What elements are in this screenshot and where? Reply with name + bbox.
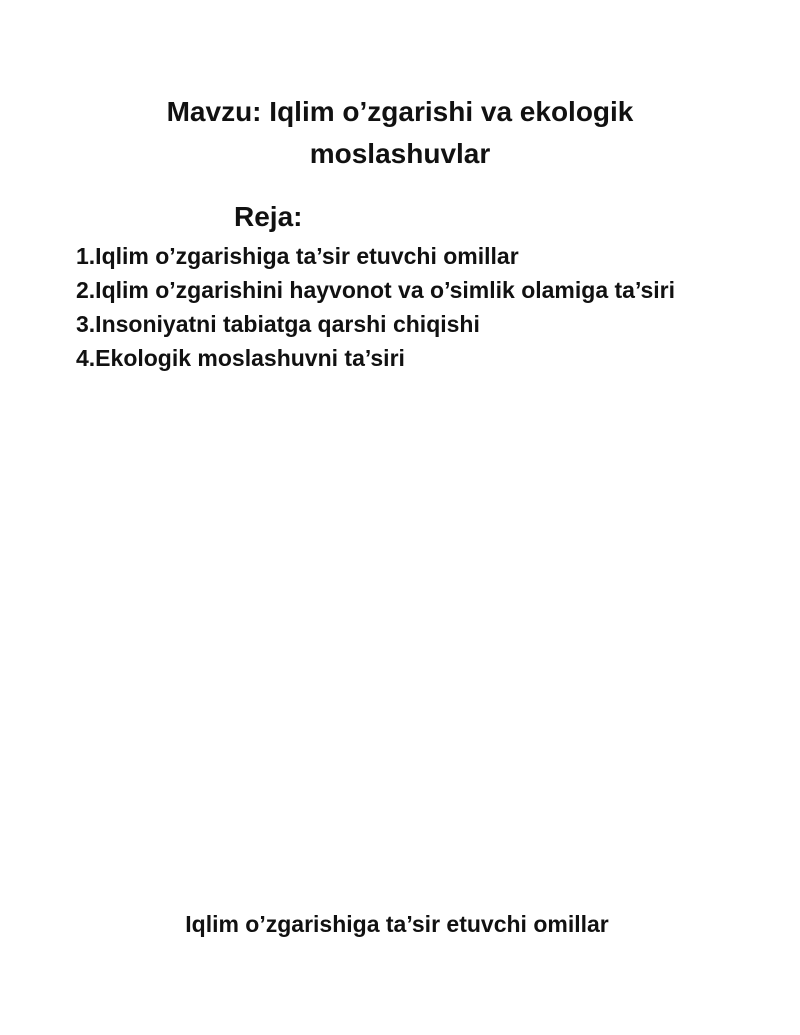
section-heading: Iqlim o’zgarishiga ta’sir etuvchi omillar bbox=[185, 911, 609, 937]
document-title: Mavzu: Iqlim o’zgarishi va ekologik moslashuvlar bbox=[166, 96, 634, 169]
plan-list bbox=[76, 239, 716, 375]
plan-heading: Reja: bbox=[234, 201, 303, 232]
plan-item-1: 1.Iqlim o’zgarishiga ta’sir etuvchi omillar bbox=[76, 243, 519, 269]
plan-item-3: 3.Insoniyatni tabiatga qarshi chiqishi bbox=[76, 311, 480, 337]
plan-item-2: 2.Iqlim o’zgarishini hayvonot va o’simlik olamiga ta’siri bbox=[76, 277, 676, 303]
plan-item-4: 4.Ekologik moslashuvni ta’siri bbox=[76, 345, 405, 371]
